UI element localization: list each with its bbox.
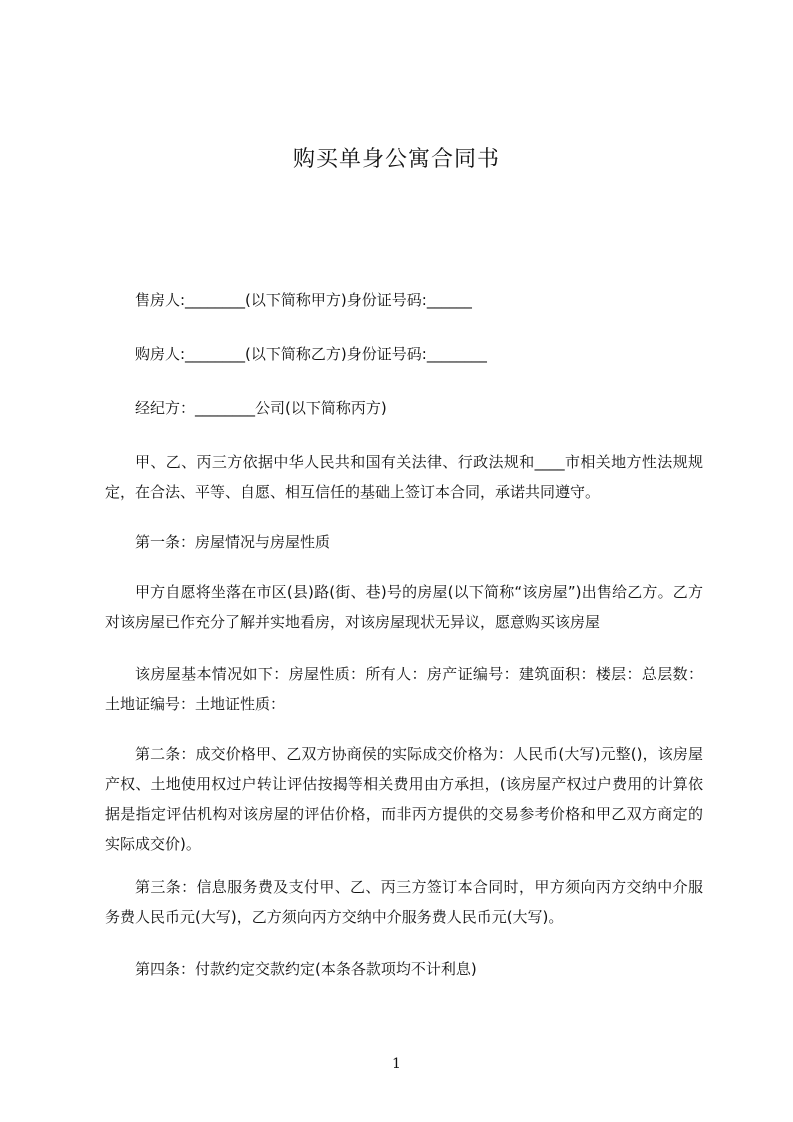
article-3-paragraph: 第三条：信息服务费及支付甲、乙、丙三方签订本合同时，甲方须向丙方交纳中介服务费人民币元(大写)，乙方须向丙方交纳中介服务费人民币元(大写)。 [105, 878, 703, 926]
seller-line: 售房人:________(以下简称甲方)身份证号码:______ [135, 291, 472, 309]
document-title: 购买单身公寓合同书 [292, 147, 500, 172]
article-1-paragraph-1: 甲方自愿将坐落在市区(县)路(街、巷)号的房屋(以下简称“该房屋”)出售给乙方。乙方对该房屋已作充分了解并实地看房，对该房屋现状无异议，愿意购买该房屋 [105, 583, 703, 631]
article-1-paragraph-2: 该房屋基本情况如下：房屋性质：所有人：房产证编号：建筑面积：楼层：总层数：土地证编号：土地证性质： [105, 665, 703, 713]
article-4-heading: 第四条：付款约定交款约定(本条各款项均不计利息) [135, 960, 477, 978]
page-number: 1 [392, 1056, 401, 1072]
agent-line: 经纪方：________公司(以下简称丙方) [135, 399, 387, 417]
intro-paragraph: 甲、乙、丙三方依据中华人民共和国有关法律、行政法规和____市相关地方性法规规定，在合法、平等、自愿、相互信任的基础上签订本合同，承诺共同遵守。 [105, 453, 703, 501]
article-2-paragraph: 第二条：成交价格甲、乙双方协商侯的实际成交价格为：人民币(大写)元整()，该房屋产权、土地使用权过户转让评估按揭等相关费用由方承担，(该房屋产权过户费用的计算依据是指定评估机构对该房屋的评估价格，而非丙方提供的交易参考价格和甲乙双方商定的实际成交价)。 [105, 745, 703, 853]
buyer-line: 购房人:________(以下简称乙方)身份证号码:________ [135, 345, 487, 363]
article-1-heading: 第一条：房屋情况与房屋性质 [135, 533, 331, 551]
